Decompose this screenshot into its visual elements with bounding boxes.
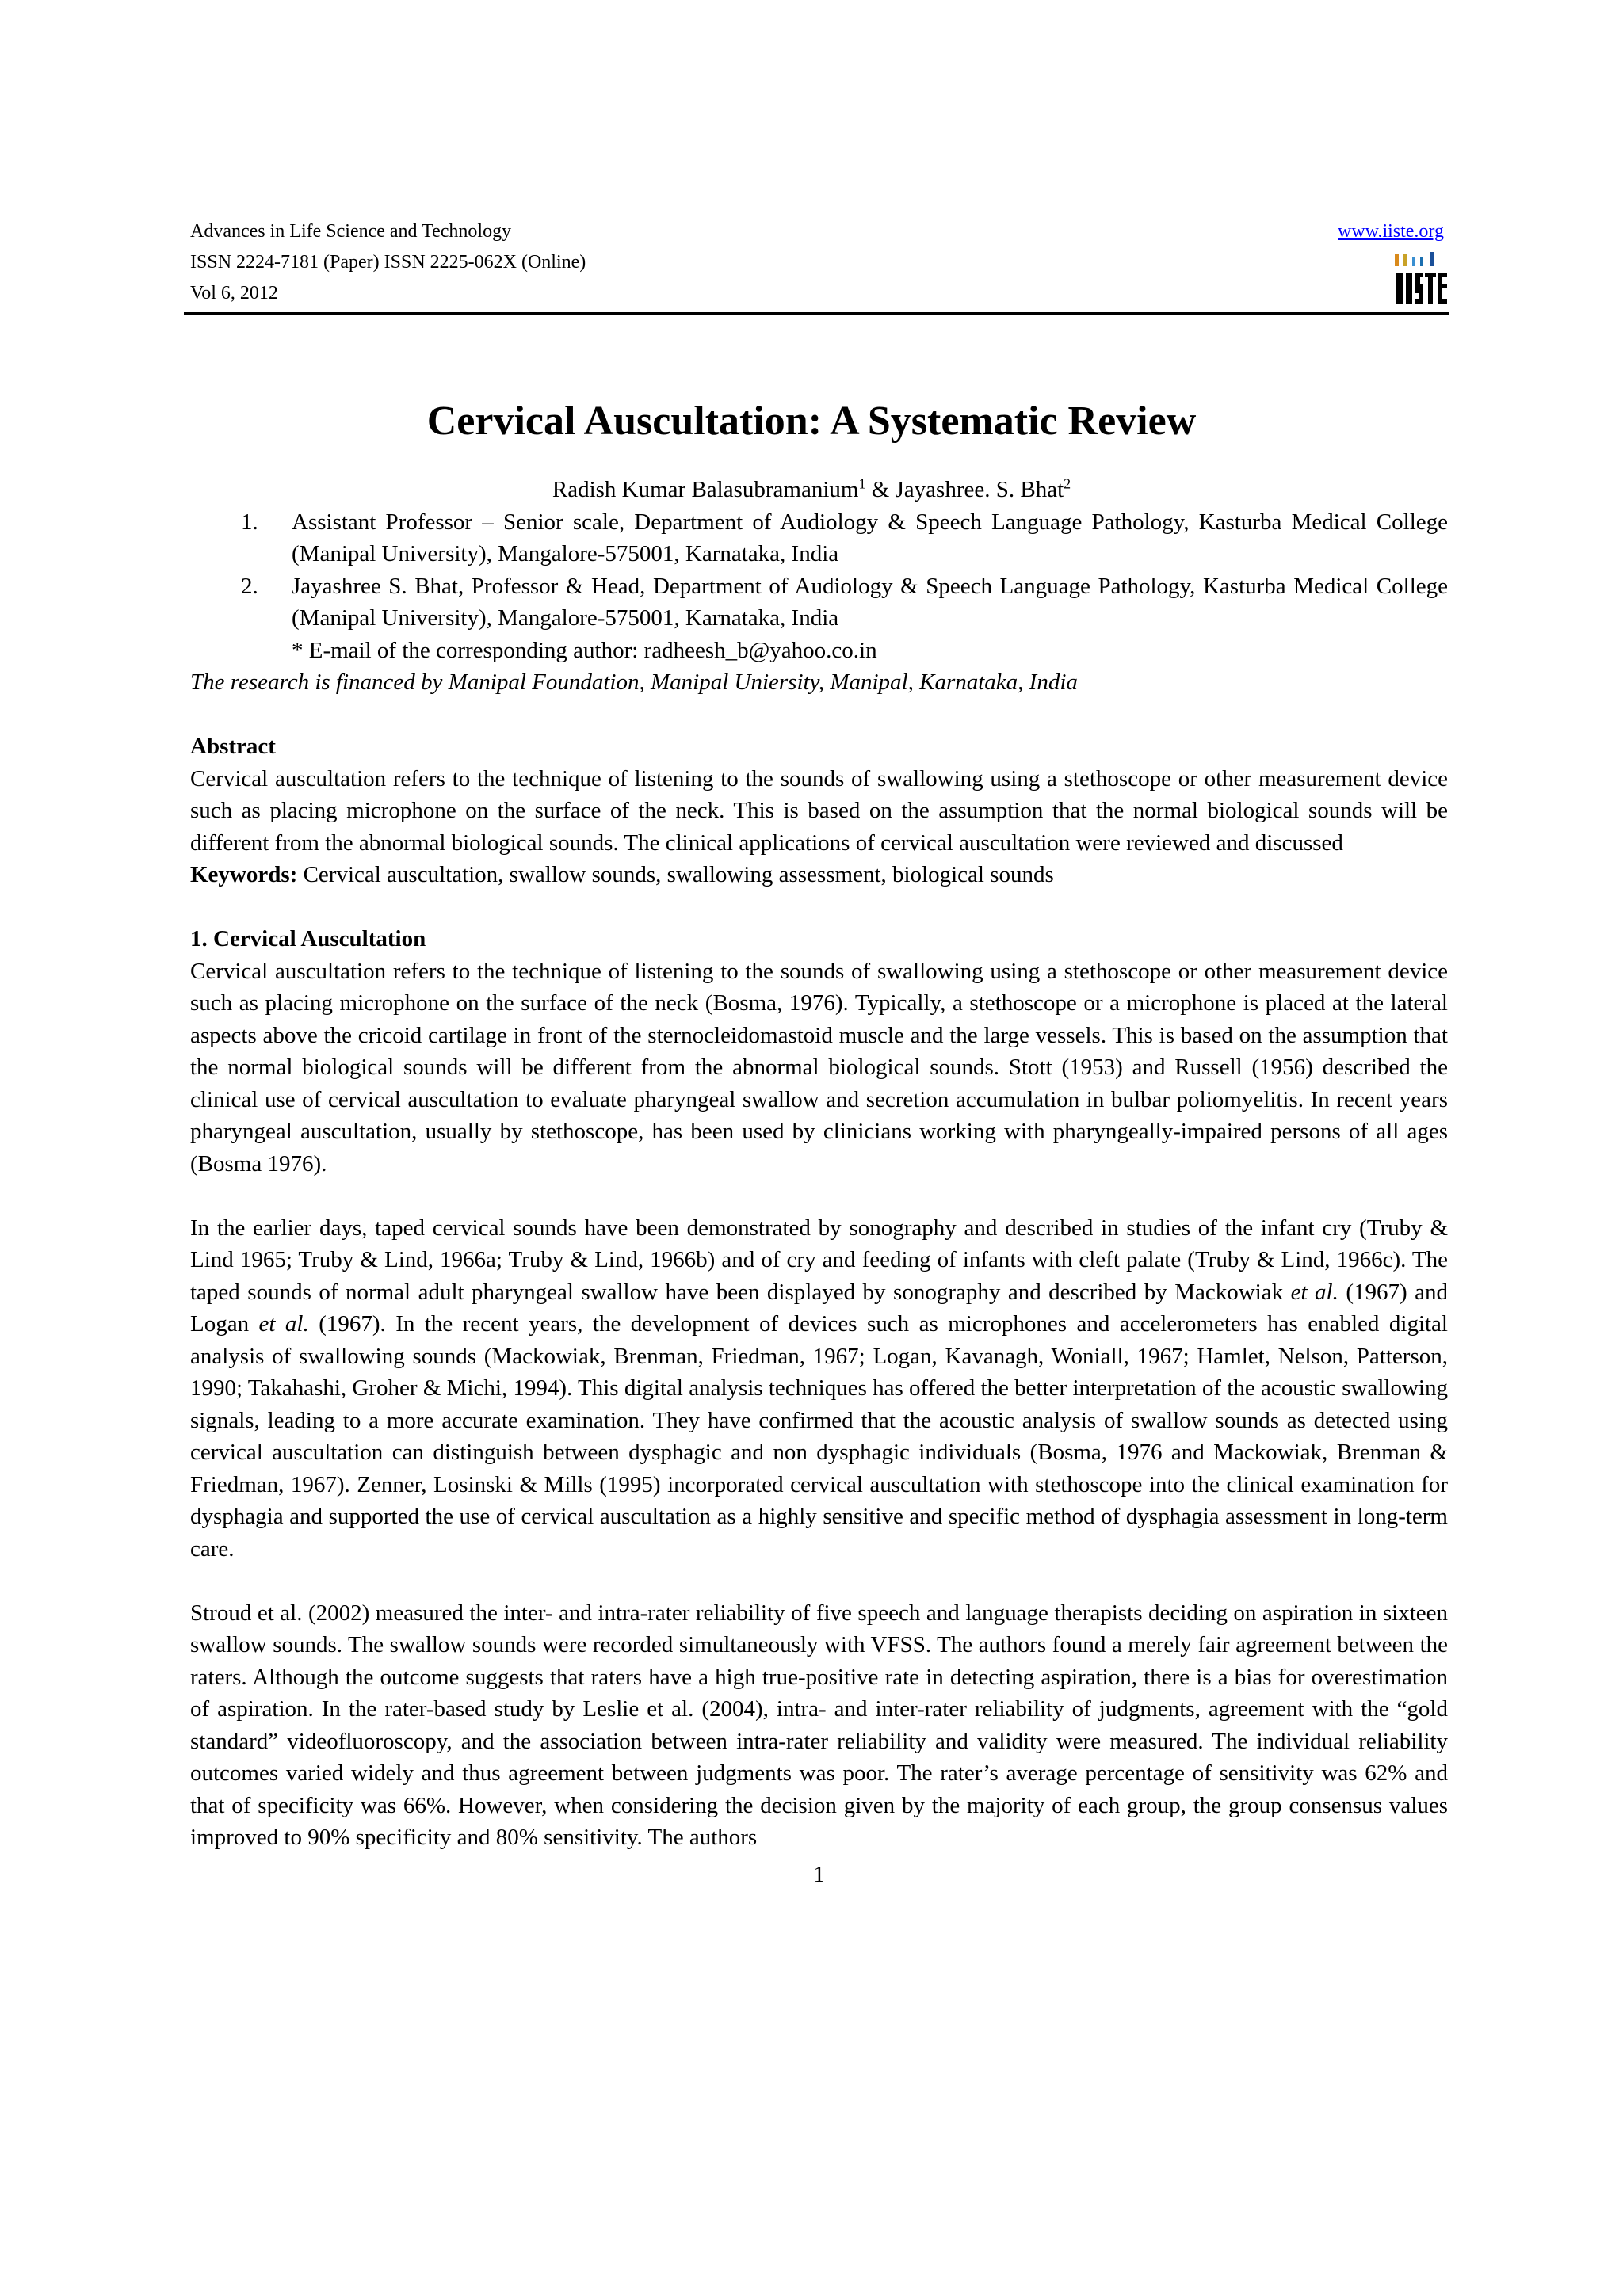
issn: ISSN 2224-7181 (Paper) ISSN 2225-062X (Online): [190, 252, 586, 273]
abstract-text: Cervical auscultation refers to the technique of listening to the sounds of swallowing using a stethoscope or other measurement device such as placing microphone on the surface of the neck. This is based on the assumption that the normal biological sounds will be different from the abnormal biological sounds. The clinical applications of cervical auscultation were reviewed and discussed: [190, 765, 1448, 856]
section-1: [190, 923, 1448, 1854]
page-number: 1: [813, 1861, 825, 1887]
header-rule: [184, 312, 1449, 315]
funding-note: The research is financed by Manipal Foundation, Manipal Uniersity, Manipal, Karnataka, India: [190, 669, 1078, 695]
affiliations: [190, 506, 1448, 699]
paragraph: Cervical auscultation refers to the technique of listening to the sounds of swallowing using a stethoscope or other measurement device such as placing microphone on the surface of the neck (Bosma, 1976). Typically, a stethoscope or a microphone is placed at the lateral aspects above the cricoid cartilage in front of the sternocleidomastoid muscle and the large vessels. This is based on the assumption that the normal biological sounds will be different from the abnormal biological sounds. Stott (1953) and Russell (1956) described the clinical use of cervical auscultation to evaluate pharyngeal swallow and secretion accumulation in bulbar poliomyelitis. In recent years pharyngeal auscultation, usually by stethoscope, has been used by clinicians working with pharyngeally-impaired persons of all ages (Bosma 1976).: [190, 958, 1448, 1177]
corresponding-email: * E-mail of the corresponding author: radheesh_b@yahoo.co.in: [292, 637, 877, 663]
volume: Vol 6, 2012: [190, 283, 278, 303]
journal-name: Advances in Life Science and Technology: [190, 221, 512, 242]
page-body: [0, 396, 1623, 1938]
iiste-logo: [1395, 250, 1449, 306]
affiliation-2: 2. Jayashree S. Bhat, Professor & Head, Department of Audiology & Speech Language Pathology, Kasturba Medical College (Manipal University), Mangalore-575001, Karnataka, India: [241, 573, 1448, 631]
section-heading: 1. Cervical Auscultation: [190, 926, 426, 952]
abstract-heading: Abstract: [190, 734, 276, 759]
keywords: Keywords: Cervical auscultation, swallow sounds, swallowing assessment, biological sounds: [190, 862, 1054, 887]
authors: Radish Kumar Balasubramanium$^1$ & Jayashree. S. Bhat$^2$: [552, 475, 1071, 502]
website-link[interactable]: www.iiste.org: [1338, 221, 1444, 242]
paper-title: Cervical Auscultation: A Systematic Review: [426, 399, 1197, 444]
abstract-section: [190, 730, 1448, 891]
paragraph: In the earlier days, taped cervical sounds have been demonstrated by sonography and described in studies of the infant cry (Truby & Lind 1965; Truby & Lind, 1966a; Truby & Lind, 1966b) and of cry and feeding of infants with cleft palate (Truby & Lind, 1966c). The taped sounds of normal adult pharyngeal swallow have been displayed by sonography and described by Mackowiak et al. (1967) and Logan et al. (1967). In the recent years, the development of devices such as microphones and accelerometers has enabled digital analysis of swallowing sounds (Mackowiak, Brenman, Friedman, 1967; Logan, Kavanagh, Woniall, 1967; Hamlet, Nelson, Patterson, 1990; Takahashi, Groher & Michi, 1994). This digital analysis techniques has offered the better interpretation of the acoustic swallowing signals, leading to a more accurate examination. They have confirmed that the acoustic analysis of swallow sounds as detected using cervical auscultation can distinguish between dysphagic and non dysphagic individuals (Bosma, 1976 and Mackowiak, Brenman & Friedman, 1967). Zenner, Losinski & Mills (1995) incorporated cervical auscultation with stethoscope into the clinical examination for dysphagia and supported the use of cervical auscultation as a highly sensitive and specific method of dysphagia assessment in long-term care.: [190, 1215, 1448, 1562]
paragraph: Stroud et al. (2002) measured the inter- and intra-rater reliability of five speech and language therapists deciding on aspiration in sixteen swallow sounds. The swallow sounds were recorded simultaneously with VFSS. The authors found a merely fair agreement between the raters. Although the outcome suggests that raters have a high true-positive rate in detecting aspiration, there is a bias for overestimation of aspiration. In the rater-based study by Leslie et al. (2004), intra- and inter-rater reliability of judgments, agreement with the “gold standard” videofluoroscopy, and the association between intra-rater reliability and validity were measured. The individual reliability outcomes varied widely and thus agreement between judgments was poor. The rater’s average percentage of sensitivity was 62% and that of specificity was 66%. However, when considering the decision given by the majority of each group, the group consensus values improved to 90% specificity and 80% sensitivity. The authors: [190, 1600, 1448, 1850]
affiliation-1: 1. Assistant Professor – Senior scale, Department of Audiology & Speech Language Pathology, Kasturba Medical College (Manipal University), Mangalore-575001, Karnataka, India: [241, 509, 1448, 566]
